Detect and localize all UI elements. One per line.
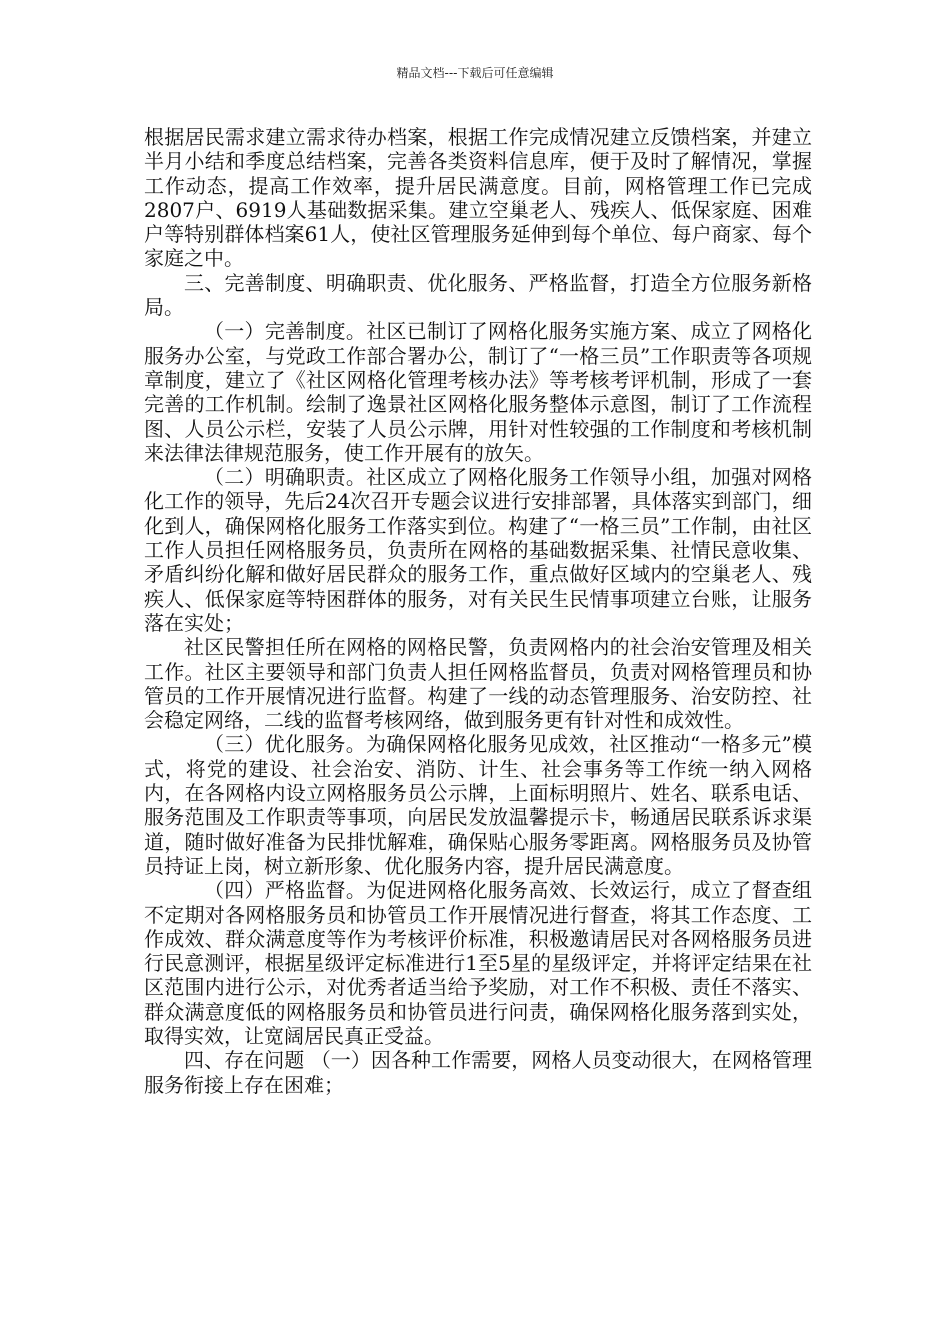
paragraph-7: （四）严格监督。为促进网格化服务高效、长效运行，成立了督查组不定期对各网格服务员和协管员工作开展情况进行督查，将其工作态度、工作成效、群众满意度等作为考核评价标准，积极邀请居民对各网格服务员进行民意测评，根据星级评定标准进行1至5星的星级评定，并将评定结果在社区范围内进行公示，对优秀者适当给予奖励，对工作不积极、责任不落实、群众满意度低的网格服务员和协管员进行问责，确保网格化服务落到实处，取得实效，让宽阔居民真正受益。 xyxy=(144,878,812,1048)
paragraph-1: 根据居民需求建立需求待办档案，根据工作完成情况建立反馈档案，并建立半月小结和季度总结档案，完善各类资料信息库，便于及时了解情况，掌握工作动态，提高工作效率，提升居民满意度。目前，网格管理工作已完成2807户、6919人基础数据采集。建立空巢老人、残疾人、低保家庭、困难户等特别群体档案61人，使社区管理服务延伸到每个单位、每户商家、每个家庭之中。 xyxy=(144,125,812,271)
paragraph-8: 四、存在问题 （一）因各种工作需要，网格人员变动很大，在网格管理服务衔接上存在困难； xyxy=(144,1048,812,1097)
paragraph-2: 三、完善制度、明确职责、优化服务、严格监督，打造全方位服务新格局。 xyxy=(144,270,812,320)
document-body xyxy=(144,125,812,1097)
paragraph-5: 社区民警担任所在网格的网格民警，负责网格内的社会治安管理及相关工作。社区主要领导和部门负责人担任网格监督员，负责对网格管理员和协管员的工作开展情况进行监督。构建了一线的动态管理服务、治安防控、社会稳定网络，二线的监督考核网络，做到服务更有针对性和成效性。 xyxy=(144,635,812,733)
paragraph-4: （二）明确职责。社区成立了网格化服务工作领导小组，加强对网格化工作的领导，先后24次召开专题会议进行安排部署，具体落实到部门，细化到人，确保网格化服务工作落实到位。构建了“一格三员”工作制，由社区工作人员担任网格服务员，负责所在网格的基础数据采集、社情民意收集、矛盾纠纷化解和做好居民群众的服务工作，重点做好区域内的空巢老人、残疾人、低保家庭等特困群体的服务，对有关民生民情事项建立台账，让服务落在实处； xyxy=(144,465,812,635)
paragraph-6: （三）优化服务。为确保网格化服务见成效，社区推动“一格多元”模式，将党的建设、社会治安、消防、计生、社会事务等工作统一纳入网格内，在各网格内设立网格服务员公示牌，上面标明照片、姓名、联系电话、服务范围及工作职责等事项，向居民发放温馨提示卡，畅通居民联系诉求渠道，随时做好准备为民排忧解难，确保贴心服务零距离。网格服务员及协管员持证上岗，树立新形象、优化服务内容，提升居民满意度。 xyxy=(144,732,812,878)
paragraph-3: （一）完善制度。社区已制订了网格化服务实施方案、成立了网格化服务办公室，与党政工作部合署办公，制订了“一格三员”工作职责等各项规章制度，建立了《社区网格化管理考核办法》等考核考评机制，形成了一套完善的工作机制。绘制了逸景社区网格化服务整体示意图，制订了工作流程图、人员公示栏，安装了人员公示牌，用针对性较强的工作制度和考核机制来法律法律规范服务，使工作开展有的放矢。 xyxy=(144,319,812,465)
page-header: 精品文档---下载后可任意编辑 xyxy=(396,66,554,80)
